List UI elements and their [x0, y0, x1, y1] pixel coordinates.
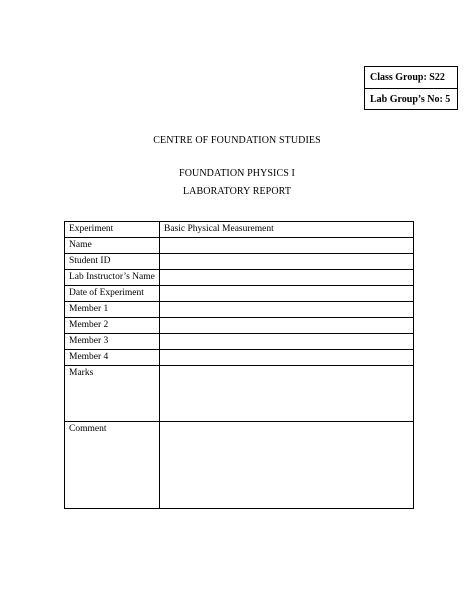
lab-instructor-field[interactable]: [160, 270, 414, 286]
table-row: [65, 334, 414, 350]
centre-title: CENTRE OF FOUNDATION STUDIES: [153, 135, 321, 146]
class-group: Class Group: S22: [370, 72, 445, 83]
table-row: [65, 366, 414, 422]
name-field[interactable]: [160, 238, 414, 254]
table-row: [65, 286, 414, 302]
row-label: Name: [65, 238, 160, 254]
table-row: [65, 422, 414, 509]
member-4-field[interactable]: [160, 350, 414, 366]
course-title: FOUNDATION PHYSICS I: [179, 168, 295, 179]
class-info-box: [364, 66, 458, 110]
table-row: [65, 254, 414, 270]
row-label: Member 2: [65, 318, 160, 334]
lab-group-number: Lab Group’s No: 5: [365, 88, 457, 110]
marks-field[interactable]: [160, 366, 414, 422]
member-1-field[interactable]: [160, 302, 414, 318]
table-row: [65, 302, 414, 318]
row-label: Comment: [65, 422, 160, 509]
row-label: Member 3: [65, 334, 160, 350]
table-row: [65, 318, 414, 334]
row-label: Date of Experiment: [65, 286, 160, 302]
table-row: [65, 350, 414, 366]
row-label: Member 1: [65, 302, 160, 318]
table-row: [65, 270, 414, 286]
row-label: Experiment: [65, 222, 160, 238]
member-3-field[interactable]: [160, 334, 414, 350]
experiment-value[interactable]: Basic Physical Measurement: [160, 222, 414, 238]
student-id-field[interactable]: [160, 254, 414, 270]
row-label: Member 4: [65, 350, 160, 366]
report-form-table: [64, 221, 414, 509]
comment-field[interactable]: [160, 422, 414, 509]
member-2-field[interactable]: [160, 318, 414, 334]
row-label: Lab Instructor’s Name: [65, 270, 160, 286]
report-title: LABORATORY REPORT: [182, 186, 292, 197]
table-row: [65, 238, 414, 254]
date-field[interactable]: [160, 286, 414, 302]
row-label: Marks: [65, 366, 160, 422]
row-label: Student ID: [65, 254, 160, 270]
table-row: [65, 222, 414, 238]
